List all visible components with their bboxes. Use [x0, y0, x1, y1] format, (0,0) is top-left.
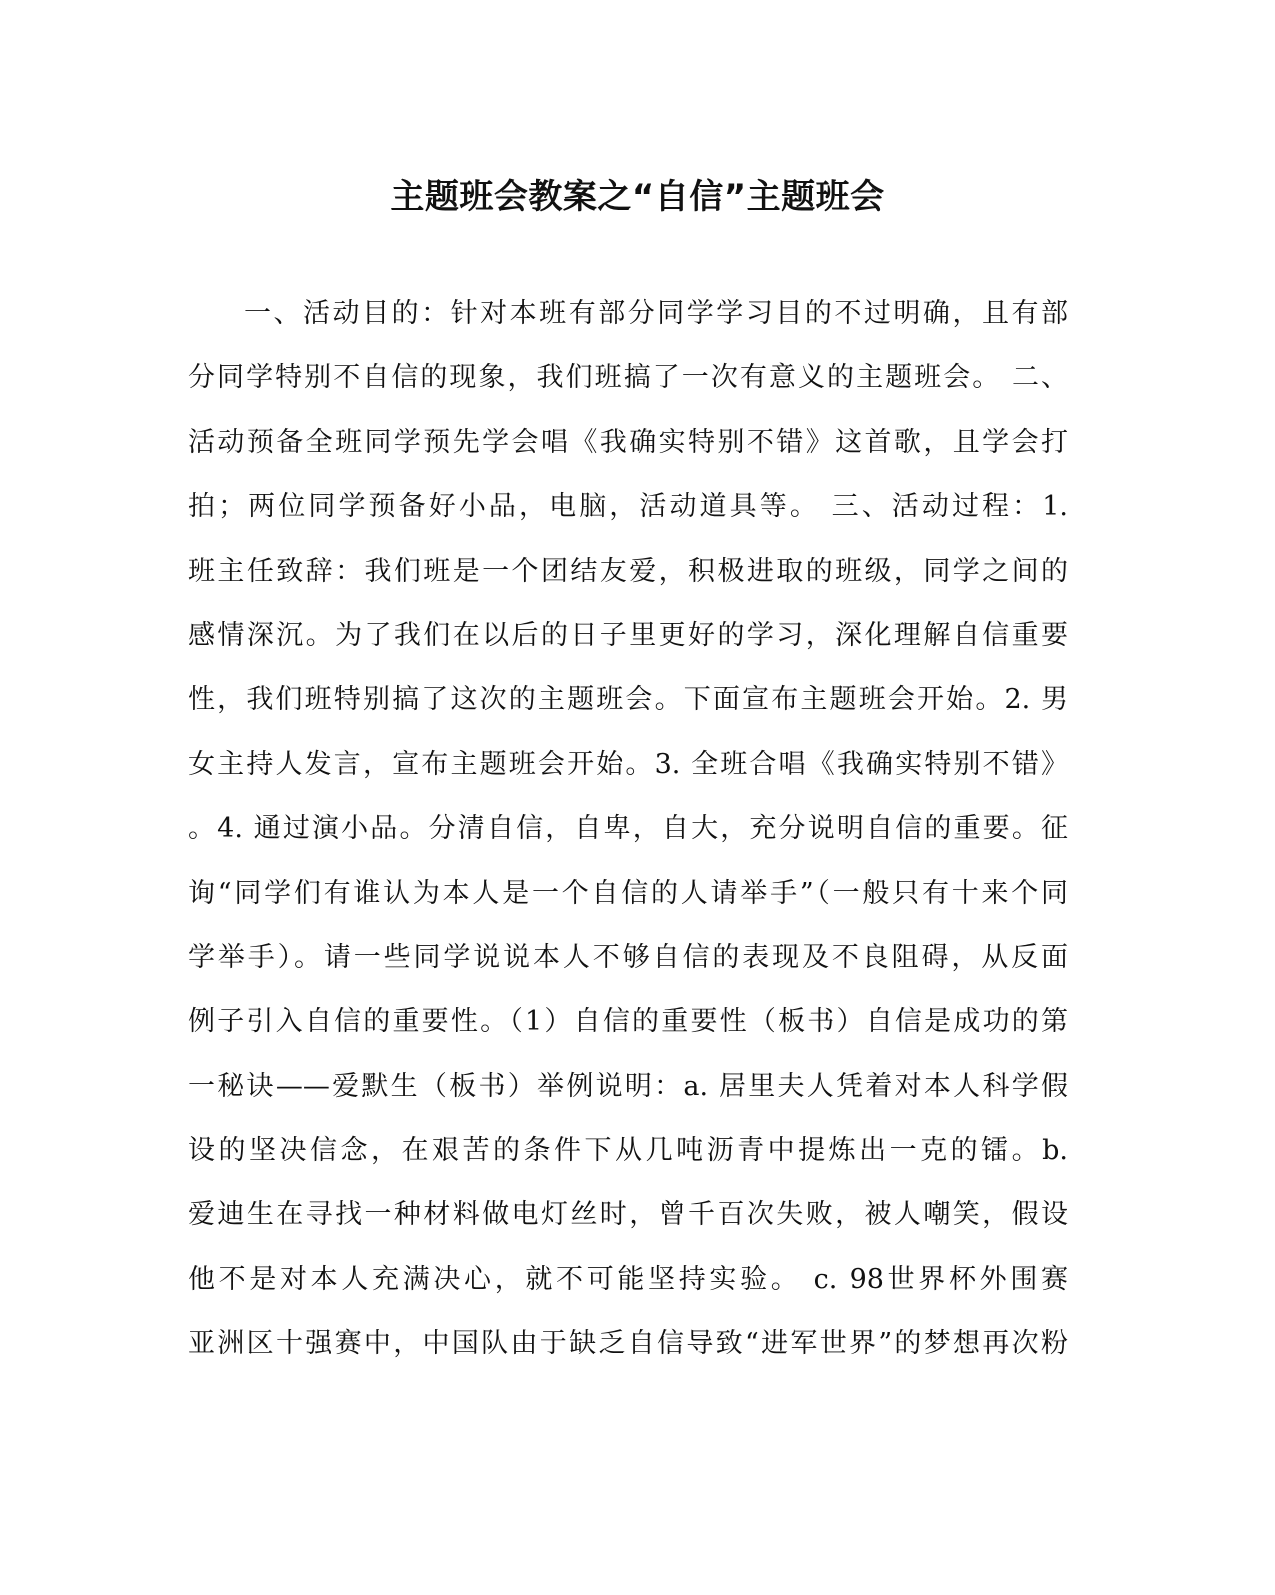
document-body: [188, 282, 1068, 1377]
paragraph-line: 亚洲区十强赛中，中国队由于缺乏自信导致“进军世界”的梦想再次粉: [188, 1328, 1068, 1360]
paragraph-line: 。4. 通过演小品。分清自信，自卑，自大，充分说明自信的重要。征: [188, 813, 1068, 845]
document-title: 主题班会教案之“自信”主题班会: [390, 177, 885, 217]
paragraph-line: 一秘诀——爱默生（板书）举例说明：a. 居里夫人凭着对本人科学假: [188, 1070, 1068, 1102]
paragraph-line: 他不是对本人充满决心，就不可能坚持实验。 c. 98世界杯外围赛: [188, 1263, 1068, 1295]
paragraph-line: 例子引入自信的重要性。（1）自信的重要性（板书）自信是成功的第: [188, 1006, 1068, 1038]
paragraph-line: 一、活动目的：针对本班有部分同学学习目的不过明确，且有部: [244, 298, 1068, 329]
paragraph-line: 女主持人发言，宣布主题班会开始。3. 全班合唱《我确实特别不错》: [188, 748, 1068, 780]
paragraph-line: 分同学特别不自信的现象，我们班搞了一次有意义的主题班会。 二、: [188, 362, 1068, 394]
paragraph-line: 活动预备全班同学预先学会唱《我确实特别不错》这首歌，且学会打: [188, 426, 1068, 458]
paragraph-line: 学举手）。请一些同学说说本人不够自信的表现及不良阻碍，从反面: [188, 941, 1068, 973]
paragraph-line: 爱迪生在寻找一种材料做电灯丝时，曾千百次失败，被人嘲笑，假设: [188, 1199, 1068, 1231]
paragraph-line: 拍；两位同学预备好小品，电脑，活动道具等。 三、活动过程：1.: [188, 491, 1068, 523]
paragraph-line: 班主任致辞：我们班是一个团结友爱，积极进取的班级，同学之间的: [188, 555, 1068, 587]
paragraph-line: 询“同学们有谁认为本人是一个自信的人请举手”（一般只有十来个同: [188, 877, 1068, 909]
paragraph-line: 感情深沉。为了我们在以后的日子里更好的学习，深化理解自信重要: [188, 619, 1068, 651]
paragraph-line: 性，我们班特别搞了这次的主题班会。下面宣布主题班会开始。2. 男: [188, 684, 1068, 716]
paragraph-line: 设的坚决信念，在艰苦的条件下从几吨沥青中提炼出一克的镭。b.: [188, 1135, 1068, 1167]
